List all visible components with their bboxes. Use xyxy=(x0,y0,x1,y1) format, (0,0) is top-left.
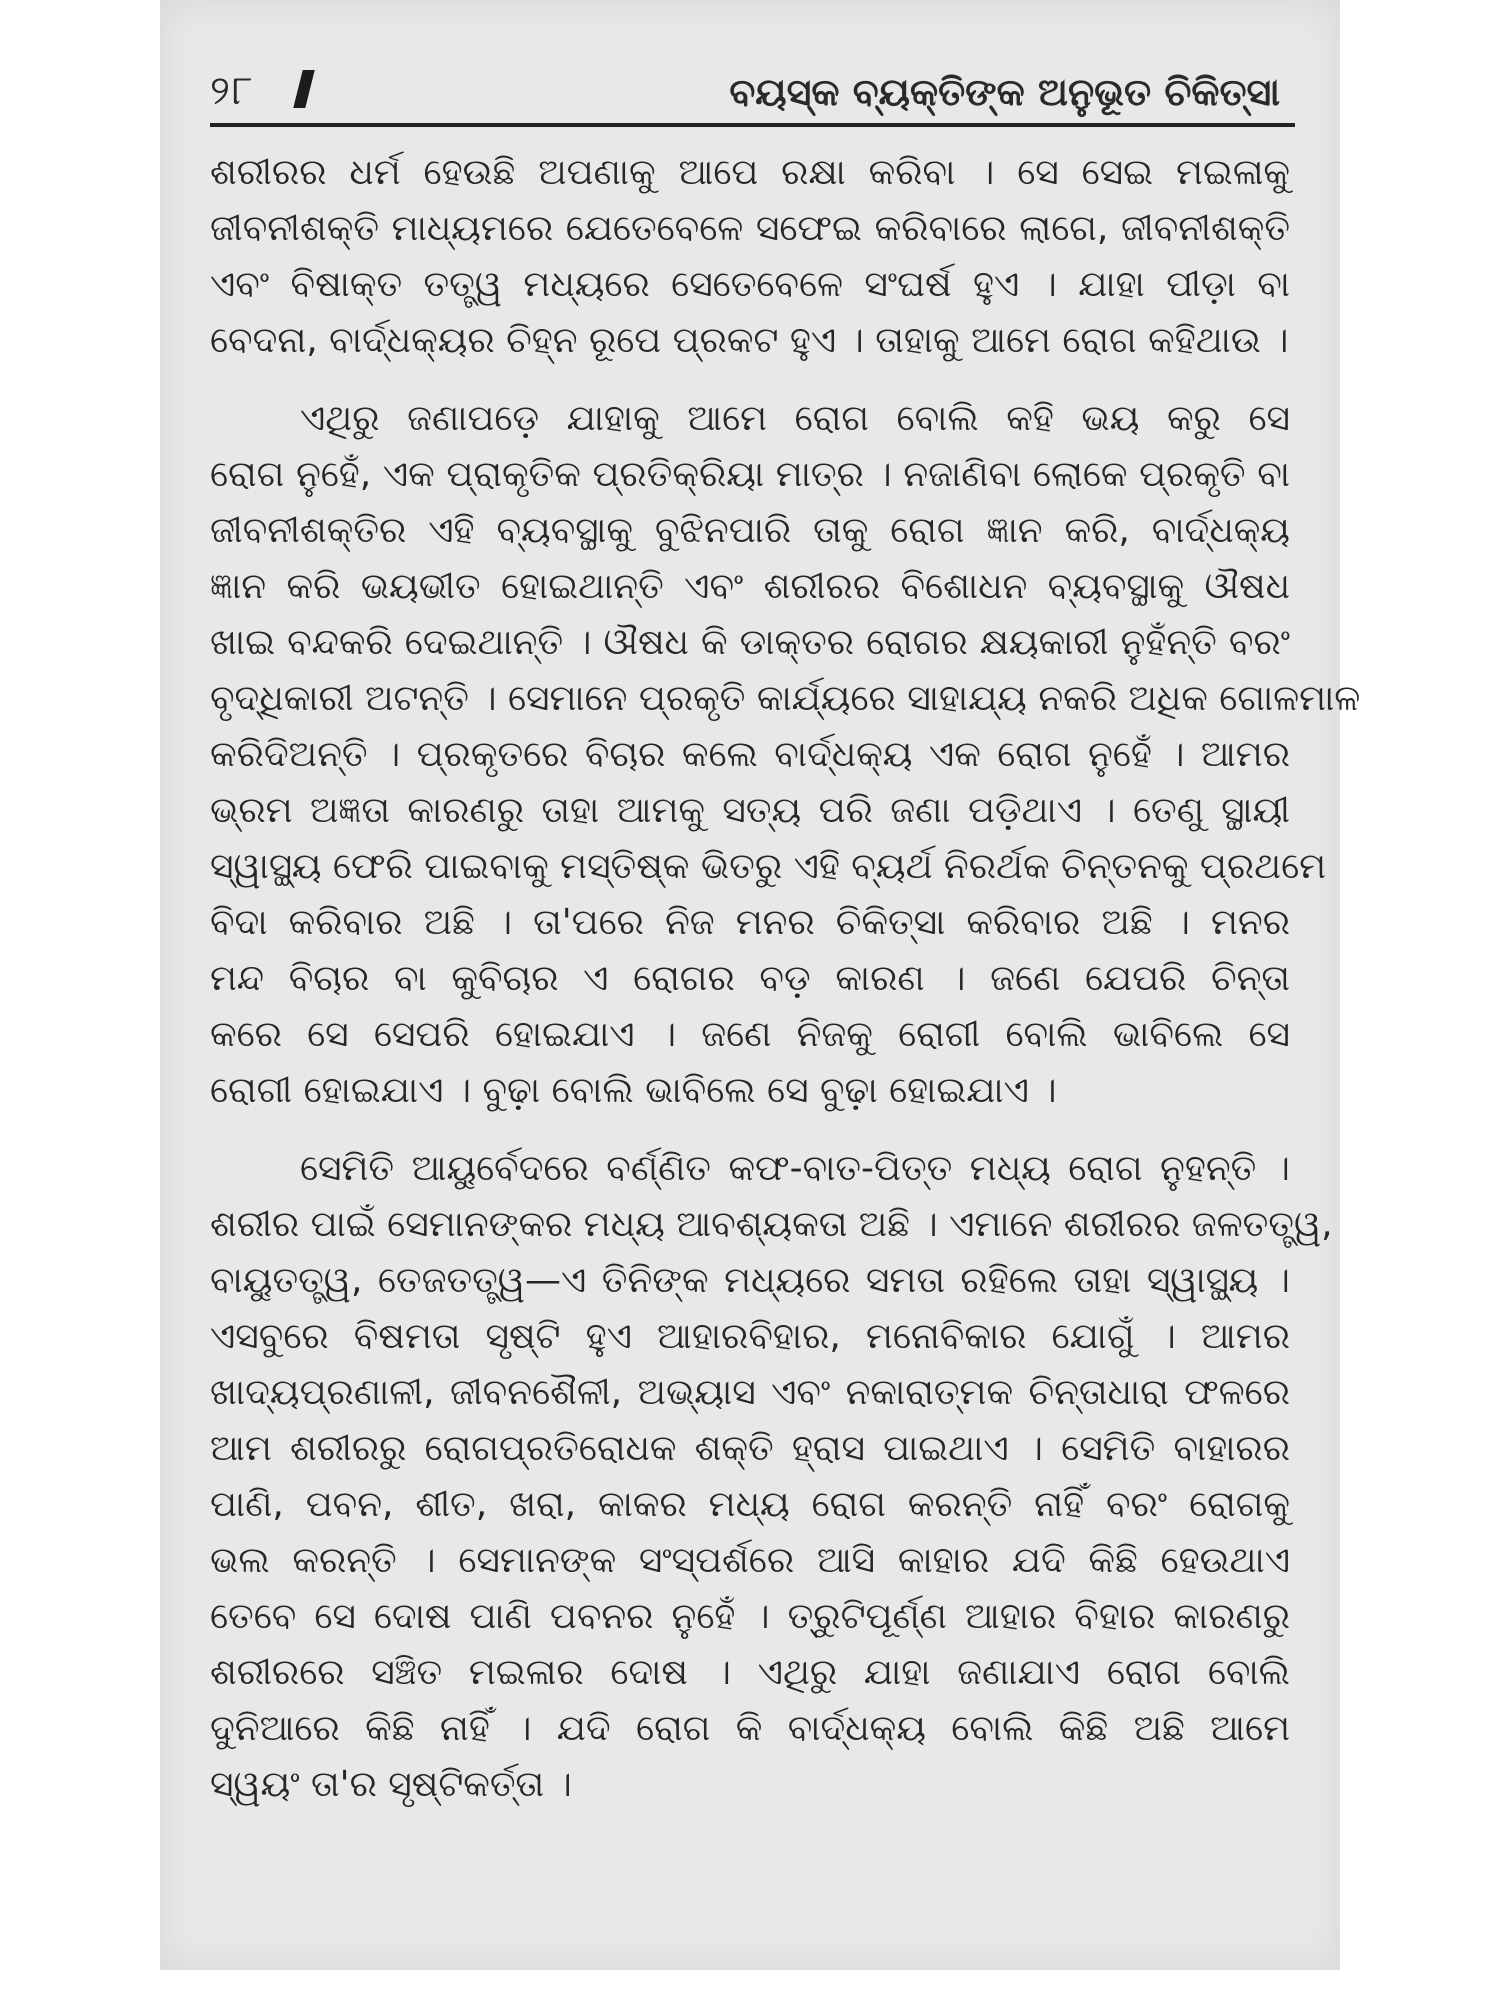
paragraph-1 xyxy=(210,145,1290,369)
text-line: ସ୍ୱୟଂ ତା'ର ସୃଷ୍ଟିକର୍ତ୍ତା । xyxy=(210,1764,572,1805)
text-line: ଭଲ କରନ୍ତି । ସେମାନଙ୍କ ସଂସ୍ପର୍ଶରେ ଆସି କାହାର ଯଦି କିଛି ହେଉଥାଏ xyxy=(210,1540,1290,1581)
text-line: ରୋଗ ନୁହେଁ, ଏକ ପ୍ରାକୃତିକ ପ୍ରତିକ୍ରିୟା ମାତ୍ର । ନଜାଣିବା ଲୋକେ ପ୍ରକୃତି ବା xyxy=(210,454,1290,495)
text-line: ଦୁନିଆରେ କିଛି ନାହିଁ । ଯଦି ରୋଗ କି ବାର୍ଦ୍ଧକ୍ୟ ବୋଲି କିଛି ଅଛି ଆମେ xyxy=(210,1708,1290,1749)
text-line: ତେବେ ସେ ଦୋଷ ପାଣି ପବନର ନୁହେଁ । ତ୍ରୁଟିପୂର୍ଣ୍ଣ ଆହାର ବିହାର କାରଣରୁ xyxy=(210,1596,1290,1637)
text-line: ସେମିତି ଆୟୁର୍ବେଦରେ ବର୍ଣ୍ଣିତ କଫ-ବାତ-ପିତ୍ତ ମଧ୍ୟ ରୋଗ ନୁହନ୍ତି । xyxy=(300,1148,1290,1189)
text-line: ବାୟୁତତ୍ତ୍ୱ, ତେଜତତ୍ତ୍ୱ—ଏ ତିନିଙ୍କ ମଧ୍ୟରେ ସମତା ରହିଲେ ତାହା ସ୍ୱାସ୍ଥ୍ୟ । xyxy=(210,1260,1290,1301)
header-rule xyxy=(210,123,1295,127)
running-title: ବୟସ୍କ ବ୍ୟକ୍ତିଙ୍କ ଅନୁଭୂତ ଚିକିତ୍ସା xyxy=(729,70,1280,114)
text-line: ଏବଂ ବିଷାକ୍ତ ତତ୍ତ୍ୱ ମଧ୍ୟରେ ସେତେବେଳେ ସଂଘର୍ଷ ହୁଏ । ଯାହା ପୀଡ଼ା ବା xyxy=(210,264,1290,305)
text-line: ଜ୍ଞାନ କରି ଭୟଭୀତ ହୋଇଥାନ୍ତି ଏବଂ ଶରୀରର ବିଶୋଧନ ବ୍ୟବସ୍ଥାକୁ ଔଷଧ xyxy=(210,566,1290,607)
page-header xyxy=(210,62,1290,122)
text-line: ଶରୀର ପାଇଁ ସେମାନଙ୍କର ମଧ୍ୟ ଆବଶ୍ୟକତା ଅଛି । ଏମାନେ ଶରୀରର ଜଳତତ୍ତ୍ୱ, xyxy=(210,1204,1333,1245)
text-line: ବେଦନା, ବାର୍ଦ୍ଧକ୍ୟର ଚିହ୍ନ ରୂପେ ପ୍ରକଟ ହୁଏ । ତାହାକୁ ଆମେ ରୋଗ କହିଥାଉ । xyxy=(210,320,1289,361)
text-line: କରିଦିଅନ୍ତି । ପ୍ରକୃତରେ ବିଚାର କଲେ ବାର୍ଦ୍ଧକ୍ୟ ଏକ ରୋଗ ନୁହେଁ । ଆମର xyxy=(210,734,1290,775)
text-line: ଖାଇ ବନ୍ଦକରି ଦେଇଥାନ୍ତି । ଔଷଧ କି ଡାକ୍ତର ରୋଗର କ୍ଷୟକାରୀ ନୁହଁନ୍ତି ବରଂ xyxy=(210,622,1290,663)
text-line: ବୃଦ୍ଧିକାରୀ ଅଟନ୍ତି । ସେମାନେ ପ୍ରକୃତି କାର୍ଯ୍ୟରେ ସାହାଯ୍ୟ ନକରି ଅଧିକ ଗୋଳମାଳ xyxy=(210,678,1361,719)
text-line: ଭ୍ରମ ଅଜ୍ଞତା କାରଣରୁ ତାହା ଆମକୁ ସତ୍ୟ ପରି ଜଣା ପଡ଼ିଥାଏ । ତେଣୁ ସ୍ଥାୟୀ xyxy=(210,790,1290,831)
text-line: ଜୀବନୀଶକ୍ତି ମାଧ୍ୟମରେ ଯେତେବେଳେ ସଫେଇ କରିବାରେ ଲାଗେ, ଜୀବନୀଶକ୍ତି xyxy=(210,208,1290,249)
text-line: ପାଣି, ପବନ, ଶୀତ, ଖରା, କାକର ମଧ୍ୟ ରୋଗ କରନ୍ତି ନାହିଁ ବରଂ ରୋଗକୁ xyxy=(210,1484,1290,1525)
text-line: କରେ ସେ ସେପରି ହୋଇଯାଏ । ଜଣେ ନିଜକୁ ରୋଗୀ ବୋଲି ଭାବିଲେ ସେ xyxy=(210,1014,1290,1055)
text-line: ସ୍ୱାସ୍ଥ୍ୟ ଫେରି ପାଇବାକୁ ମସ୍ତିଷ୍କ ଭିତରୁ ଏହି ବ୍ୟର୍ଥ ନିରର୍ଥକ ଚିନ୍ତନକୁ ପ୍ରଥମେ xyxy=(210,846,1327,887)
header-slash-ornament xyxy=(293,70,314,108)
page-number: ୨୮ xyxy=(210,68,255,114)
text-line: ବିଦା କରିବାର ଅଛି । ତା'ପରେ ନିଜ ମନର ଚିକିତ୍ସା କରିବାର ଅଛି । ମନର xyxy=(210,902,1290,943)
text-line: ମନ୍ଦ ବିଚାର ବା କୁବିଚାର ଏ ରୋଗର ବଡ଼ କାରଣ । ଜଣେ ଯେପରି ଚିନ୍ତା xyxy=(210,958,1290,999)
body-text xyxy=(210,145,1361,1813)
text-line: ରୋଗୀ ହୋଇଯାଏ । ବୁଢ଼ା ବୋଲି ଭାବିଲେ ସେ ବୁଢ଼ା ହୋଇଯାଏ । xyxy=(210,1070,1057,1111)
text-line: ଶରୀରର ଧର୍ମ ହେଉଛି ଅପଣାକୁ ଆପେ ରକ୍ଷା କରିବା । ସେ ସେଇ ମଇଳାକୁ xyxy=(210,152,1290,193)
text-line: ଏସବୁରେ ବିଷମତା ସୃଷ୍ଟି ହୁଏ ଆହାରବିହାର, ମନୋବିକାର ଯୋଗୁଁ । ଆମର xyxy=(210,1316,1290,1357)
text-line: ଜୀବନୀଶକ୍ତିର ଏହି ବ୍ୟବସ୍ଥାକୁ ବୁଝିନପାରି ତାକୁ ରୋଗ ଜ୍ଞାନ କରି, ବାର୍ଦ୍ଧକ୍ୟ xyxy=(210,510,1290,551)
text-line: ଏଥିରୁ ଜଣାପଡ଼େ ଯାହାକୁ ଆମେ ରୋଗ ବୋଲି କହି ଭୟ କରୁ ସେ xyxy=(300,398,1290,439)
paragraph-3 xyxy=(210,1141,1333,1813)
text-line: ଆମ ଶରୀରରୁ ରୋଗପ୍ରତିରୋଧକ ଶକ୍ତି ହ୍ରାସ ପାଇଥାଏ । ସେମିତି ବାହାରର xyxy=(210,1428,1290,1469)
paragraph-2 xyxy=(210,391,1361,1119)
text-line: ଶରୀରରେ ସଞ୍ଚିତ ମଇଳାର ଦୋଷ । ଏଥିରୁ ଯାହା ଜଣାଯାଏ ରୋଗ ବୋଲି xyxy=(210,1652,1290,1693)
book-page xyxy=(160,0,1361,1970)
text-line: ଖାଦ୍ୟପ୍ରଣାଳୀ, ଜୀବନଶୈଳୀ, ଅଭ୍ୟାସ ଏବଂ ନକାରାତ୍ମକ ଚିନ୍ତାଧାରା ଫଳରେ xyxy=(210,1372,1290,1413)
